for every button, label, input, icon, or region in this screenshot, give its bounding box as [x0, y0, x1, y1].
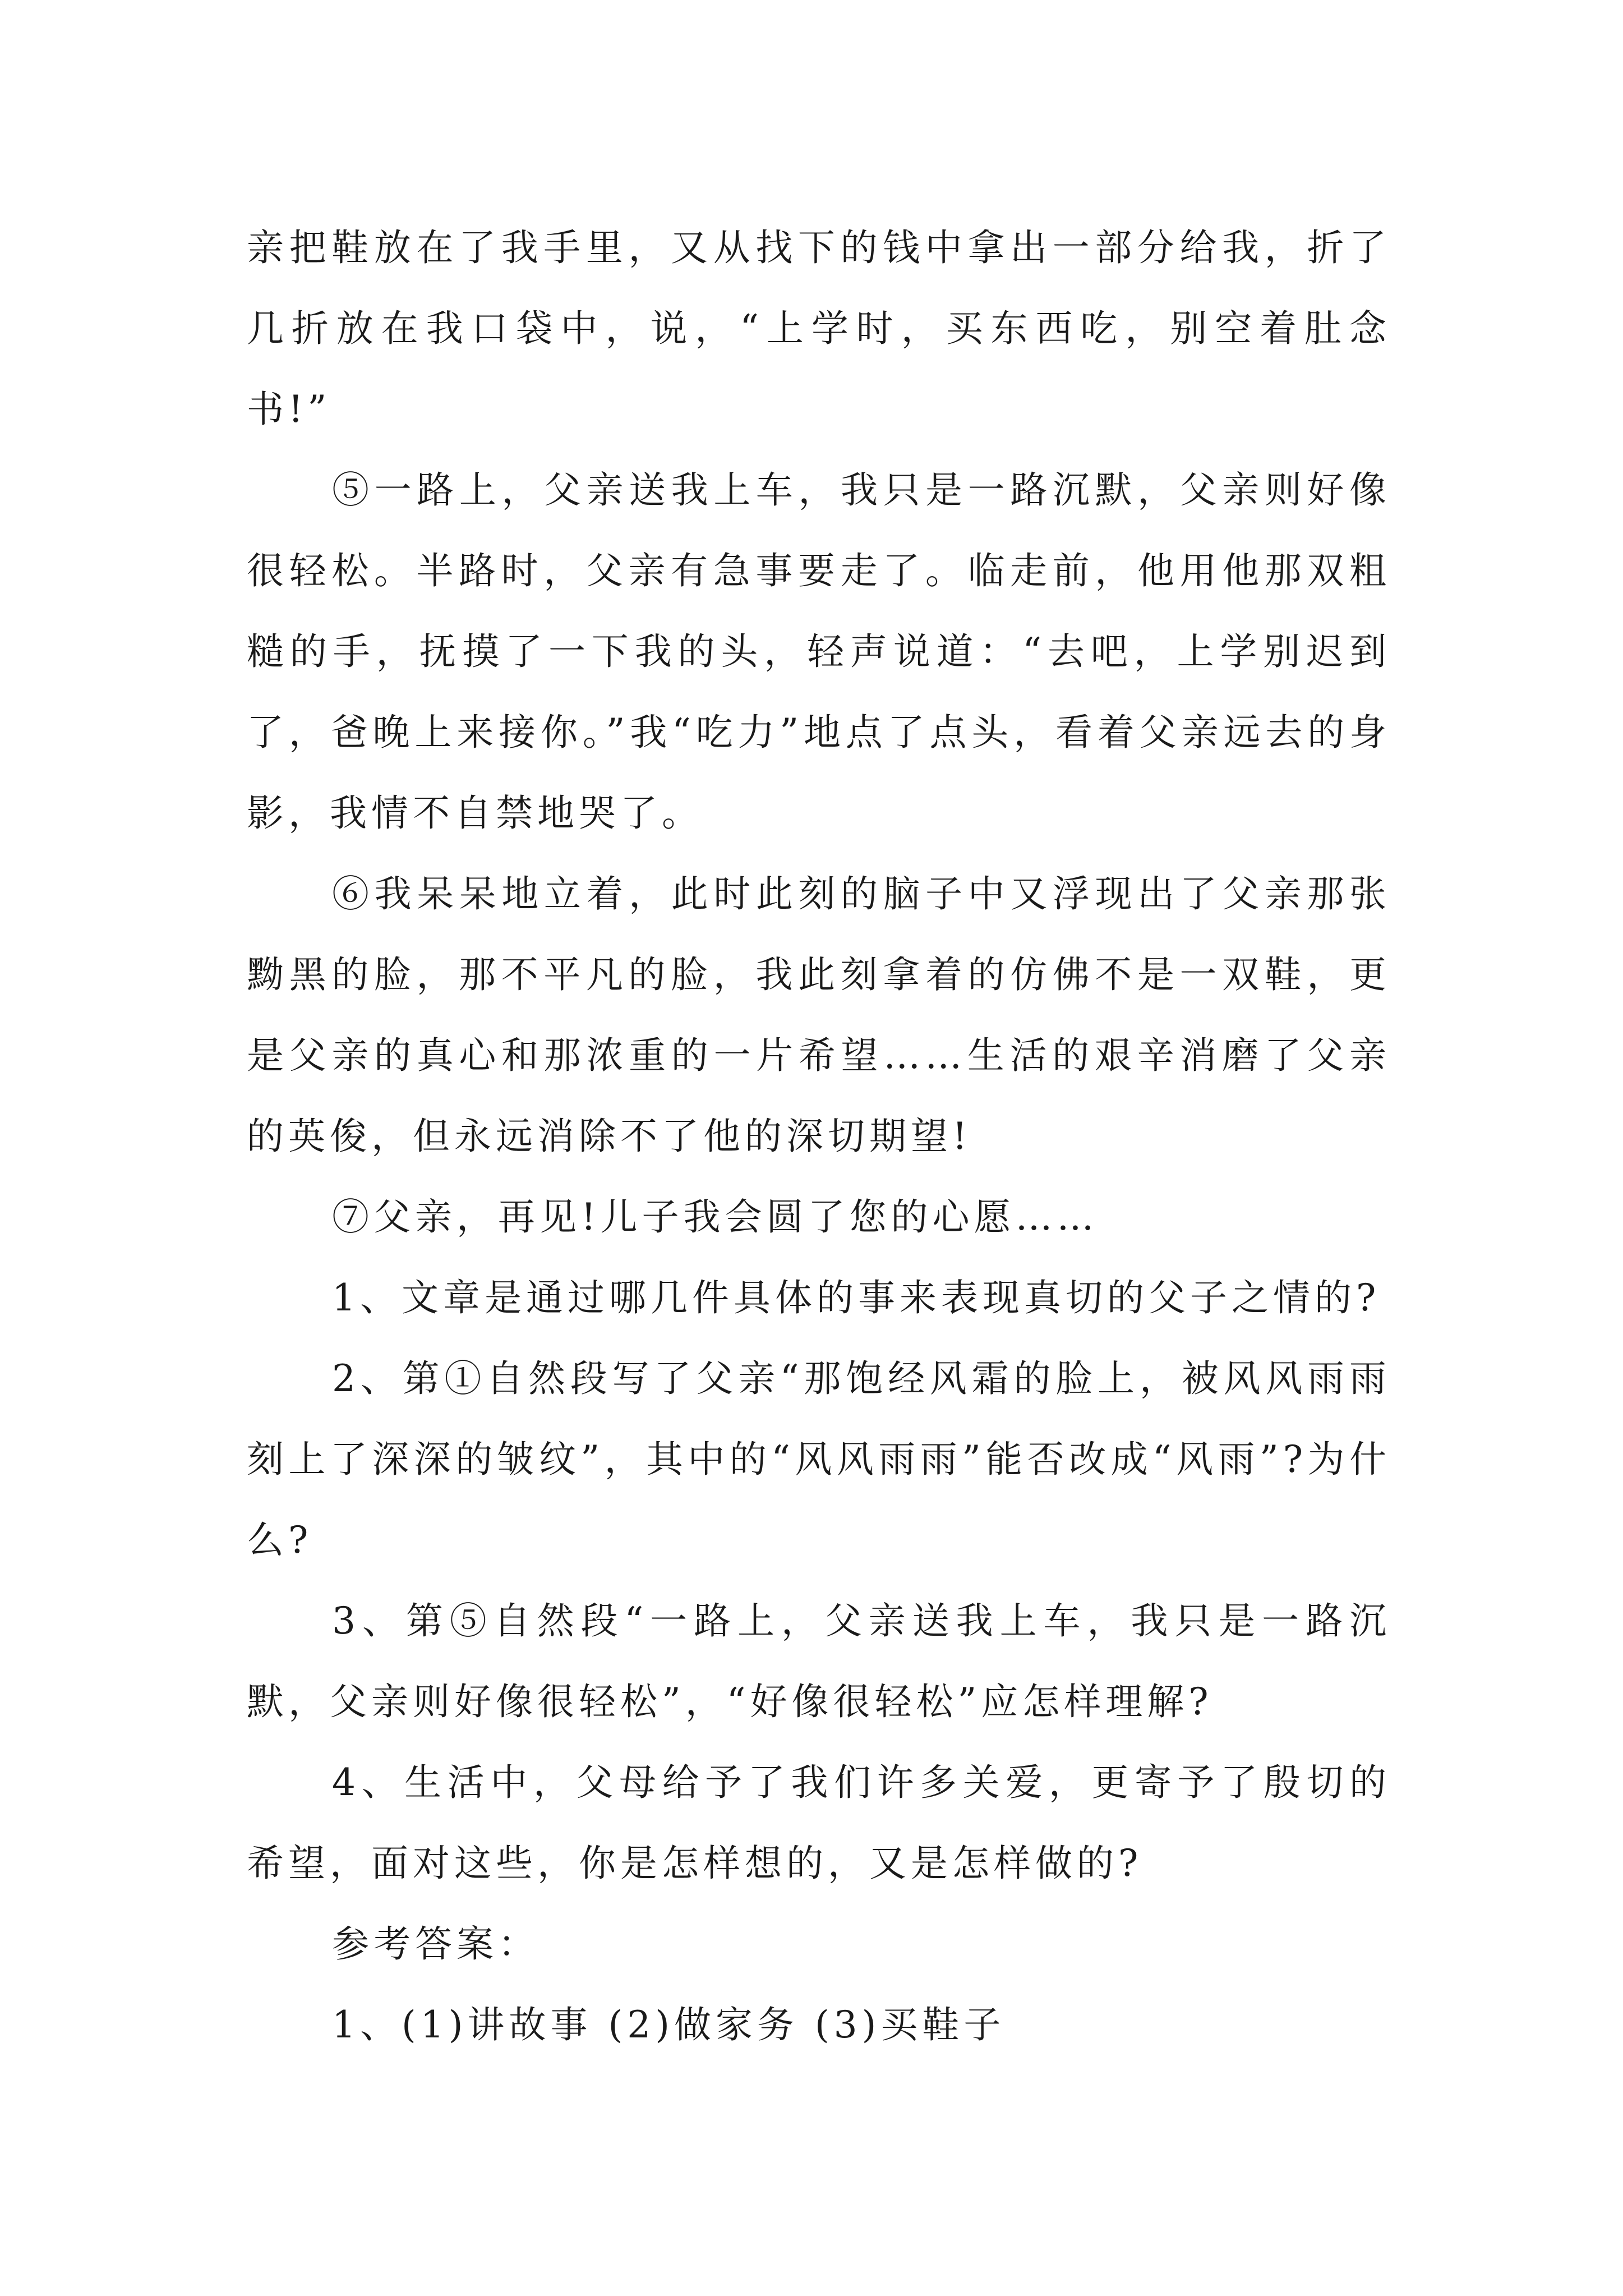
answers-heading: 参考答案：	[332, 1922, 540, 1966]
paragraph-continuation: 亲把鞋放在了我手里，又从找下的钱中拿出一部分给我，折了几折放在我口袋中，说，“上学时，买东西吃，别空着肚念书!”	[247, 226, 1391, 431]
question-3: 3、第⑤自然段“一路上，父亲送我上车，我只是一路沉默，父亲则好像很轻松”，“好像很轻松”应怎样理解?	[247, 1599, 1391, 1723]
question-4: 4、生活中，父母给予了我们许多关爱，更寄予了殷切的希望，面对这些，你是怎样想的，又是怎样做的?	[247, 1761, 1391, 1885]
paragraph-5: ⑤一路上，父亲送我上车，我只是一路沉默，父亲则好像很轻松。半路时，父亲有急事要走了。临走前，他用他那双粗糙的手，抚摸了一下我的头，轻声说道：“去吧，上学别迟到了，爸晚上来接你。”我“吃力”地点了点头，看着父亲远去的身影，我情不自禁地哭了。	[247, 468, 1391, 835]
answer-1: 1、(1)讲故事 (2)做家务 (3)买鞋子	[332, 2003, 1006, 2046]
question-2: 2、第①自然段写了父亲“那饱经风霜的脸上，被风风雨雨刻上了深深的皱纹”，其中的“风风雨雨”能否改成“风雨”?为什么?	[247, 1357, 1391, 1562]
paragraph-7: ⑦父亲，再见!儿子我会圆了您的心愿……	[332, 1195, 1099, 1239]
question-1: 1、文章是通过哪几件具体的事来表现真切的父子之情的?	[332, 1276, 1381, 1319]
paragraph-6: ⑥我呆呆地立着，此时此刻的脑子中又浮现出了父亲那张黝黑的脸，那不平凡的脸，我此刻拿着的仿佛不是一双鞋，更是父亲的真心和那浓重的一片希望……生活的艰辛消磨了父亲的英俊，但永远消除不了他的深切期望!	[247, 872, 1391, 1158]
document-body	[247, 208, 1391, 2065]
